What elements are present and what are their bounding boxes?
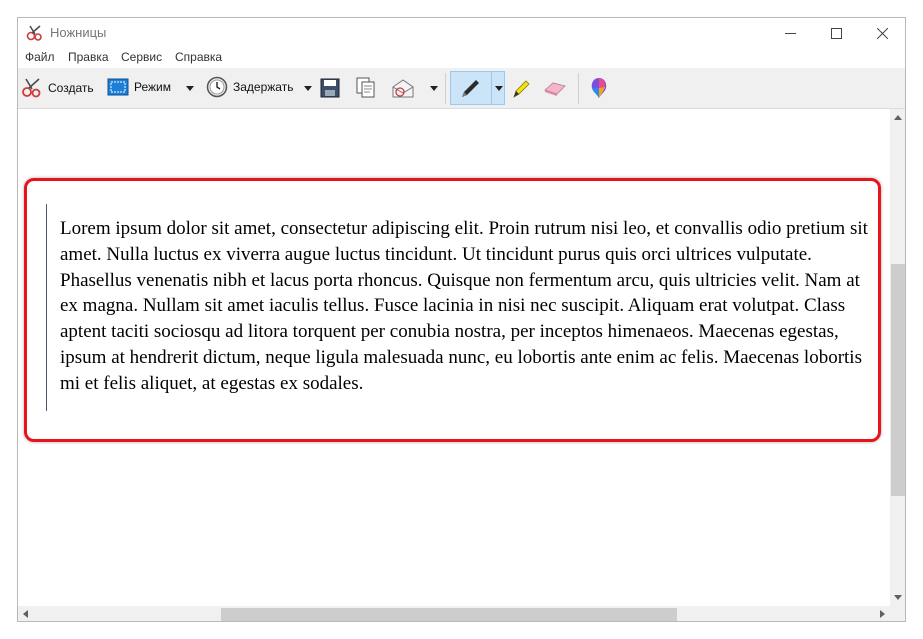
scroll-up-icon[interactable] (894, 115, 902, 120)
horizontal-scrollbar[interactable] (18, 606, 890, 622)
scrollbar-corner (890, 606, 906, 622)
paint3d-icon[interactable] (589, 76, 609, 100)
title-bar (18, 18, 905, 48)
menu-edit[interactable]: Правка (68, 50, 109, 64)
new-snip-button[interactable] (21, 77, 94, 99)
vertical-scrollbar[interactable] (890, 109, 906, 606)
scissors-app-icon (26, 24, 44, 42)
delay-label: Задержать (233, 80, 294, 94)
send-dropdown-icon[interactable] (430, 86, 438, 91)
mode-dropdown-icon[interactable] (186, 86, 194, 91)
pen-button[interactable] (450, 71, 505, 105)
send-email-icon[interactable] (391, 77, 417, 99)
scroll-right-icon[interactable] (880, 610, 885, 618)
pen-split-divider (491, 72, 492, 104)
close-icon (877, 28, 888, 39)
maximize-icon (831, 28, 842, 39)
scissors-icon (21, 77, 43, 99)
toolbar (18, 68, 905, 109)
minimize-icon (785, 28, 796, 39)
menu-help[interactable]: Справка (175, 50, 223, 64)
pen-icon (459, 78, 481, 100)
new-snip-label: Создать (48, 81, 94, 95)
menu-file[interactable]: Файл (25, 50, 55, 64)
captured-text: Lorem ipsum dolor sit amet, consectetur adipiscing elit. Proin rutrum nisi leo, et convallis odio pretium sit amet. Nulla luctus ex viverra augue luctus tincidunt. Ut tincidunt purus quis orci ultrices vulputate. Phasellus venenatis nibh et lacus porta rhoncus. Quisque non fermentum arcu, quis ultricies velit. Nam at ex magna. Nullam sit amet iaculis tellus. Fusce lacinia in nisi nec suscipit. Aliquam erat volutpat. Class aptent taciti sociosqu ad litora torquent per conubia nostra, per inceptos himenaeos. Maecenas egestas, ipsum at hendrerit dictum, neque ligula malesuada nunc, eu lobortis ante enim ac felis. Maecenas lobortis mi et felis aliquet, at egestas ex sodales. (60, 218, 868, 394)
copy-icon[interactable] (356, 77, 376, 99)
mode-label: Режим (134, 80, 171, 94)
menu-tools[interactable]: Сервис (121, 50, 163, 64)
horizontal-scroll-thumb[interactable] (221, 608, 677, 621)
mode-button[interactable] (107, 78, 171, 96)
delay-dropdown-icon[interactable] (304, 86, 312, 91)
mode-icon (107, 78, 129, 96)
highlighter-icon[interactable] (510, 77, 532, 99)
close-button[interactable] (859, 18, 905, 48)
minimize-button[interactable] (767, 18, 813, 48)
maximize-button[interactable] (813, 18, 859, 48)
toolbar-separator-2 (578, 73, 579, 104)
window-title: Ножницы (50, 25, 107, 40)
scroll-left-icon[interactable] (23, 610, 28, 618)
scroll-down-icon[interactable] (894, 595, 902, 600)
eraser-icon[interactable] (543, 78, 567, 98)
red-highlight-frame (24, 178, 881, 442)
save-icon[interactable] (320, 78, 340, 98)
pen-dropdown-icon[interactable] (495, 86, 503, 91)
toolbar-separator (445, 73, 446, 104)
clock-icon (206, 76, 228, 98)
delay-button[interactable] (206, 76, 293, 98)
vertical-scroll-thumb[interactable] (891, 264, 906, 496)
menu-bar (18, 48, 905, 68)
